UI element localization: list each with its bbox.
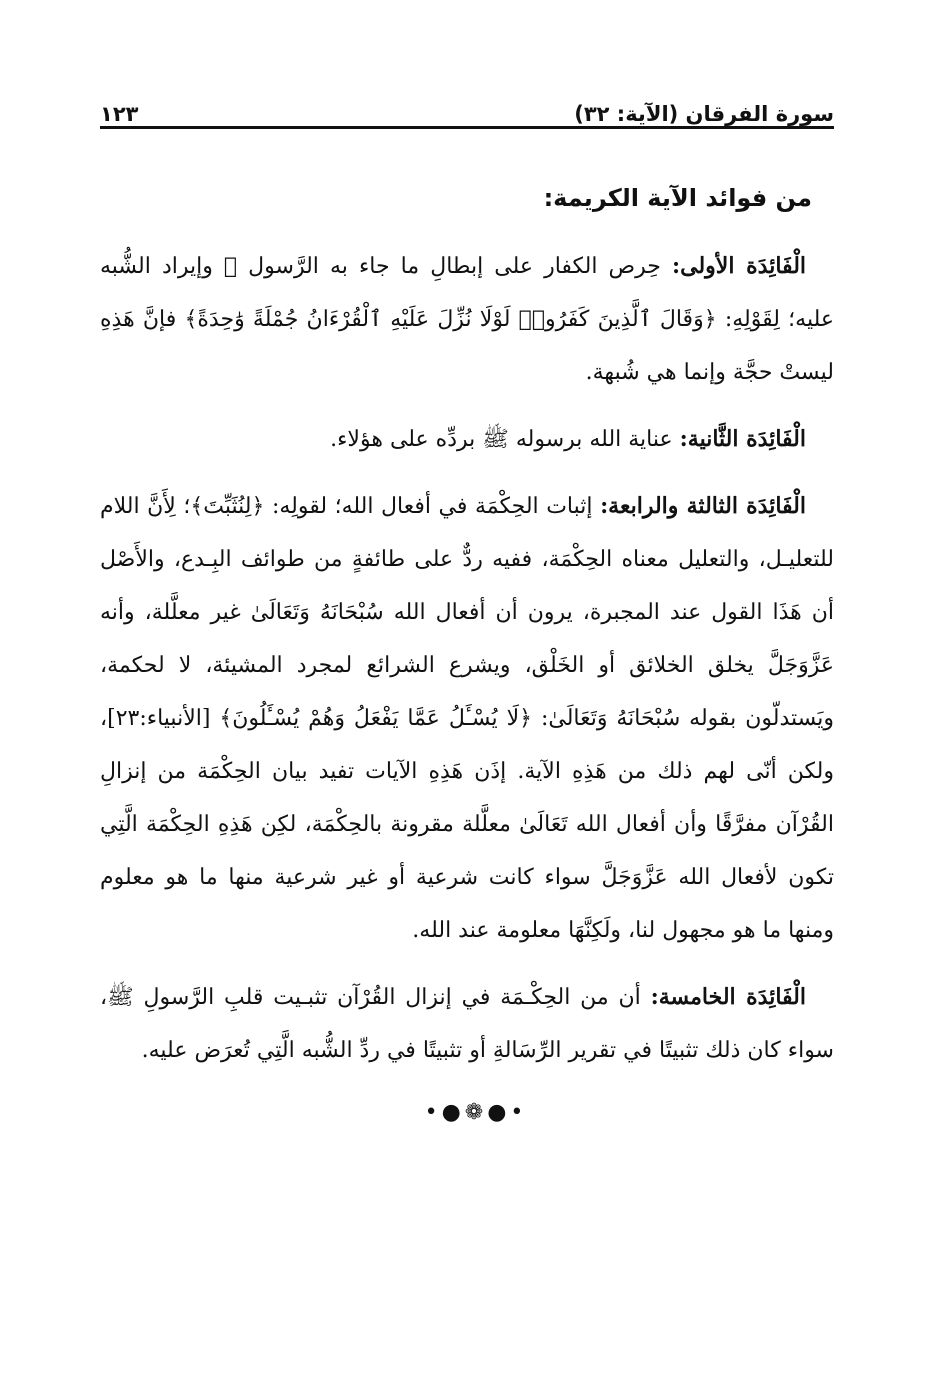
running-title: سورة الفرقان (الآية: ٣٢) — [574, 102, 834, 126]
running-header — [100, 92, 834, 126]
section-title: من فوائد الآية الكريمة: — [543, 184, 812, 212]
paragraph-benefit-2 — [100, 413, 834, 466]
benefit-5-lead: الْفَائِدَة الخامسة: — [650, 984, 806, 1010]
benefit-1-text: حِرص الكفار على إبطالِ ما جاء به الرَّسول ﷺ وإيراد الشُّبه عليه؛ لِقَوْلِهِ: ﴿وَقَالَ ٱلَّذِينَ كَفَرُوا۟ لَوْلَا نُزِّلَ عَلَيْهِ ٱلْقُرْءَانُ جُمْلَةً وَٰحِدَةً﴾ فإنَّ هَذِهِ ليستْ حجَّة وإنما هي شُبهة. — [100, 254, 834, 385]
benefit-2-lead: الْفَائِدَة الثَّانية: — [679, 426, 806, 452]
page-body — [100, 178, 834, 1091]
benefit-2-text: عناية الله برسوله ﷺ بردِّه على هؤلاء. — [330, 427, 673, 452]
paragraph-benefit-5 — [100, 971, 834, 1077]
benefit-3-4-text: إثبات الحِكْمَة في أفعال الله؛ لقولِه: ﴿لِنُثَبِّتَ﴾؛ لِأَنَّ اللام للتعليـل، والتعليل معناه الحِكْمَة، ففيه ردٌّ على طائفةٍ من طوائف البِـدع، والأَصْل أن هَذَا القول عند المجبرة، يرون أن أفعال الله سُبْحَانَهُ وَتَعَالَىٰ غير معلَّلة، وأنه عَزَّوَجَلَّ يخلق الخلائق أو الخَلْق، ويشرع الشرائع لمجرد المشيئة، لا لحكمة، ويَستدلّون بقوله سُبْحَانَهُ وَتَعَالَىٰ: ﴿لَا يُسْـَٔلُ عَمَّا يَفْعَلُ وَهُمْ يُسْـَٔلُونَ﴾ [الأنبياء:٢٣]، ولكن أنّى لهم ذلك من هَذِهِ الآية. إذَن هَذِهِ الآيات تفيد بيان الحِكْمَة من إنزالِ القُرْآن مفرَّقًا وأن أفعال الله تَعَالَىٰ معلَّلة مقرونة بالحِكْمَة، لكِن هَذِهِ الحِكْمَة الَّتِي تكون لأفعال الله عَزَّوَجَلَّ سواء كانت شرعية أو غير شرعية منها ما هو معلوم ومنها ما هو مجهول لنا، ولَكِنَّهَا معلومة عند الله. — [100, 494, 834, 943]
benefit-3-4-lead: الْفَائِدَة الثالثة والرابعة: — [600, 493, 806, 519]
paragraph-benefit-1 — [100, 240, 834, 399]
header-divider — [100, 126, 834, 129]
benefit-5-text: أن من الحِكْـمَة في إنزال القُرْآن تثبـيت قلبِ الرَّسولِ ﷺ، سواء كان ذلك تثبيتًا في تقرير الرِّسَالةِ أو تثبيتًا في ردِّ الشُّبه الَّتِي تُعرَض عليه. — [100, 985, 834, 1063]
paragraph-benefit-3-4 — [100, 480, 834, 957]
end-ornament: •●❁●• — [424, 1100, 528, 1125]
benefit-1-lead: الْفَائِدَة الأولى: — [671, 253, 807, 279]
page-number: ١٢٣ — [100, 102, 139, 126]
